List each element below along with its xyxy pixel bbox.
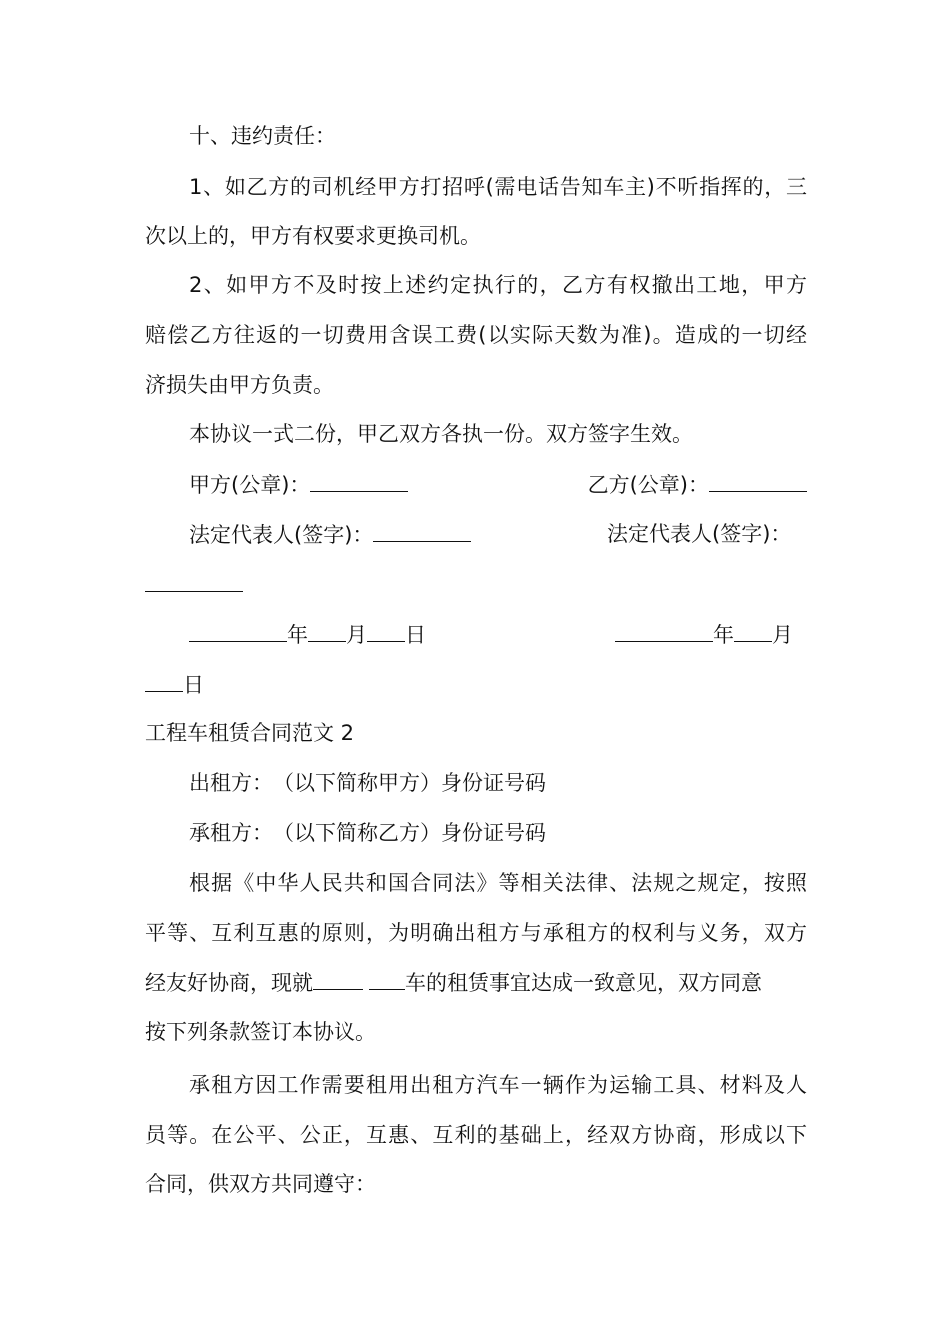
law-para-line-1: 根据《中华人民共和国合同法》等相关法律、法规之规定，按照: [189, 871, 807, 895]
law-para-line-4: 按下列条款签订本协议。: [145, 1020, 376, 1044]
date-a-year-blank: [189, 619, 287, 642]
need-para-line-3: 合同，供双方共同遵守：: [145, 1172, 376, 1196]
date-b-day-blank: [145, 669, 183, 692]
clause-2-line-1: 2、如甲方不及时按上述约定执行的，乙方有权撤出工地，甲方: [189, 273, 807, 297]
contract-2-title: 工程车租赁合同范文 2: [145, 721, 355, 745]
date-a-month: 月: [346, 623, 367, 647]
copies-statement: 本协议一式二份，甲乙双方各执一份。双方签字生效。: [189, 422, 693, 446]
party-a-seal-label: 甲方(公章)：: [189, 473, 311, 497]
vehicle-blank-1: [313, 967, 363, 990]
clause-2-line-2: 赔偿乙方往返的一切费用含误工费(以实际天数为准)。造成的一切经: [145, 323, 807, 347]
date-b-year: 年: [713, 623, 734, 647]
party-b-seal-blank: [709, 469, 807, 492]
law-para-line-2: 平等、互利互惠的原则，为明确出租方与承租方的权利与义务，双方: [145, 921, 807, 945]
rep-a-blank: [373, 519, 471, 542]
clause-1-line-2: 次以上的，甲方有权要求更换司机。: [145, 224, 481, 248]
date-b-day-line: [145, 669, 204, 700]
law-para-line-3-post: 车的租赁事宜达成一致意见，双方同意: [405, 971, 762, 995]
date-a: [189, 619, 426, 650]
rep-b-blank: [145, 569, 243, 592]
need-para-line-1: 承租方因工作需要租用出租方汽车一辆作为运输工具、材料及人: [189, 1073, 807, 1097]
lessee-line: 承租方： （以下简称乙方）身份证号码: [189, 821, 546, 845]
section-heading-breach: 十、违约责任：: [189, 124, 336, 148]
party-b-seal-label: 乙方(公章)：: [587, 473, 709, 497]
rep-a-label: 法定代表人(签字)：: [189, 523, 374, 547]
date-a-year: 年: [287, 623, 308, 647]
date-b-month-blank: [734, 619, 772, 642]
clause-2-line-3: 济损失由甲方负责。: [145, 373, 334, 397]
party-a-seal-blank: [310, 469, 408, 492]
law-para-line-3: [145, 967, 762, 998]
date-a-day-blank: [367, 619, 405, 642]
rep-b-label: 法定代表人(签字)：: [607, 522, 792, 546]
date-b: [615, 619, 793, 650]
date-b-month: 月: [772, 623, 793, 647]
date-a-day: 日: [405, 623, 426, 647]
party-a-seal: [189, 469, 408, 500]
rep-a-signature: [189, 519, 471, 550]
clause-1-line-1: 1、如乙方的司机经甲方打招呼(需电话告知车主)不听指挥的，三: [189, 175, 807, 199]
rep-b-blank-line: [145, 569, 243, 600]
law-para-line-3-pre: 经友好协商，现就: [145, 971, 313, 995]
party-b-seal: [588, 469, 807, 500]
date-b-day: 日: [183, 673, 204, 697]
lessor-line: 出租方： （以下简称甲方）身份证号码: [189, 771, 546, 795]
vehicle-blank-2: [369, 967, 405, 990]
date-a-month-blank: [308, 619, 346, 642]
need-para-line-2: 员等。在公平、公正，互惠、互利的基础上，经双方协商，形成以下: [145, 1123, 807, 1147]
date-b-year-blank: [615, 619, 713, 642]
